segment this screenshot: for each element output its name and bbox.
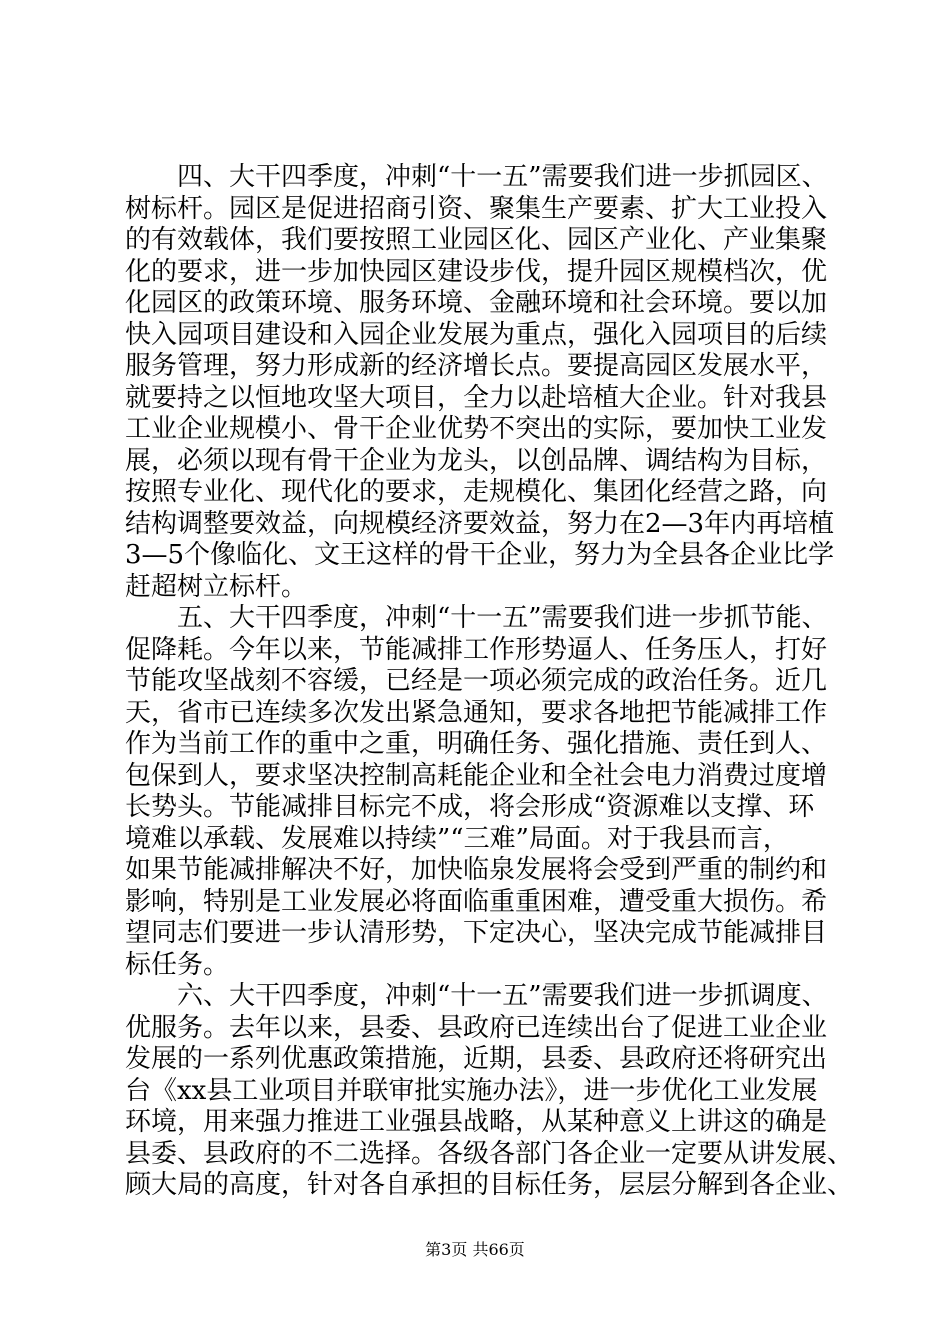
page-footer: 第3页 共66页 xyxy=(425,1240,525,1259)
text-line: 顾大局的高度，针对各自承担的目标任务，层层分解到各企业、 xyxy=(125,1170,854,1200)
text-line: 赶超树立标杆。 xyxy=(125,571,308,602)
text-line: 化园区的政策环境、服务环境、金融环境和社会环境。要以加 xyxy=(125,288,828,318)
text-line: 树标杆。园区是促进招商引资、聚集生产要素、扩大工业投入 xyxy=(125,193,828,224)
text-line: 标任务。 xyxy=(125,949,230,980)
text-line: 五、大干四季度，冲刺“十一五”需要我们进一步抓节能、 xyxy=(125,603,828,633)
text-line: 环境，用来强力推进工业强县战略，从某种意义上讲这的确是 xyxy=(125,1107,828,1137)
text-line: 优服务。去年以来，县委、县政府已连续出台了促进工业企业 xyxy=(125,1012,828,1043)
text-line: 快入园项目建设和入园企业发展为重点，强化入园项目的后续 xyxy=(125,319,828,350)
text-line: 长势头。节能减排目标完不成，将会形成“资源难以支撑、环 xyxy=(125,792,815,822)
text-line: 节能攻坚战刻不容缓，已经是一项必须完成的政治任务。近几 xyxy=(125,666,828,696)
text-line: 就要持之以恒地攻坚大项目，全力以赴培植大企业。针对我县 xyxy=(125,382,828,413)
text-line: 四、大干四季度，冲刺“十一五”需要我们进一步抓园区、 xyxy=(125,162,828,192)
text-line: 展，必须以现有骨干企业为龙头，以创品牌、调结构为目标， xyxy=(125,445,828,476)
text-line: 台《xx县工业项目并联审批实施办法》，进一步优化工业发展 xyxy=(125,1075,818,1106)
text-line: 发展的一系列优惠政策措施，近期，县委、县政府还将研究出 xyxy=(125,1044,828,1074)
text-line: 3—5个像临化、文王这样的骨干企业，努力为全县各企业比学 xyxy=(125,540,835,570)
text-line: 结构调整要效益，向规模经济要效益，努力在2—3年内再培植 xyxy=(125,508,835,539)
text-line: 按照专业化、现代化的要求，走规模化、集团化经营之路，向 xyxy=(125,477,828,507)
text-line: 县委、县政府的不二选择。各级各部门各企业一定要从讲发展、 xyxy=(125,1138,854,1169)
text-line: 工业企业规模小、骨干企业优势不突出的实际，要加快工业发 xyxy=(125,414,828,444)
body-text xyxy=(125,162,860,1202)
text-line: 化的要求，进一步加快园区建设步伐，提升园区规模档次，优 xyxy=(125,256,828,287)
text-line: 六、大干四季度，冲刺“十一五”需要我们进一步抓调度、 xyxy=(125,981,828,1011)
text-line: 促降耗。今年以来，节能减排工作形势逼人、任务压人，打好 xyxy=(125,634,828,665)
text-line: 境难以承载、发展难以持续”“三难”局面。对于我县而言， xyxy=(125,823,789,854)
text-line: 如果节能减排解决不好，加快临泉发展将会受到严重的制约和 xyxy=(125,855,828,885)
text-line: 服务管理，努力形成新的经济增长点。要提高园区发展水平， xyxy=(125,351,828,381)
text-line: 望同志们要进一步认清形势，下定决心，坚决完成节能减排目 xyxy=(125,918,828,948)
text-line: 的有效载体，我们要按照工业园区化、园区产业化、产业集聚 xyxy=(125,225,828,255)
text-line: 包保到人，要求坚决控制高耗能企业和全社会电力消费过度增 xyxy=(125,760,828,791)
text-line: 作为当前工作的重中之重，明确任务、强化措施、责任到人、 xyxy=(125,729,828,759)
text-line: 天，省市已连续多次发出紧急通知，要求各地把节能减排工作 xyxy=(125,697,828,728)
text-line: 影响，特别是工业发展必将面临重重困难，遭受重大损伤。希 xyxy=(125,886,828,917)
